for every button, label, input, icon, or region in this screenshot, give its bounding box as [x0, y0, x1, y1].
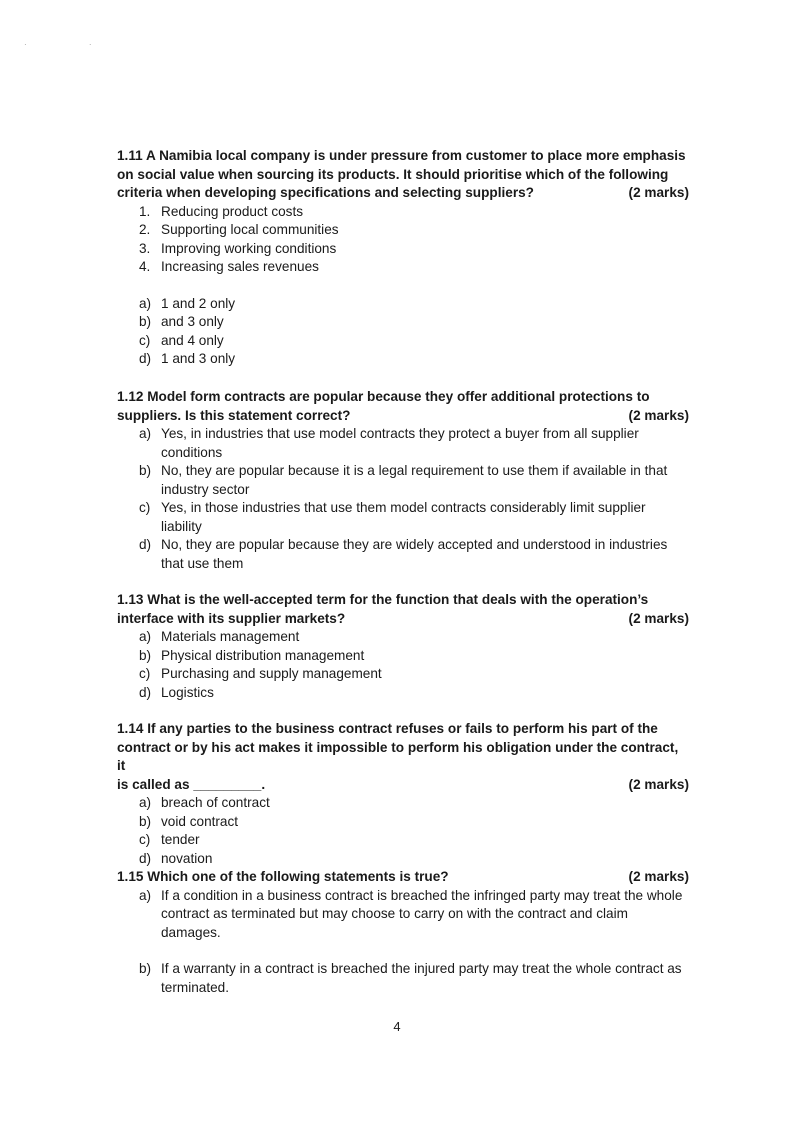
answer-option: b) void contract [139, 813, 239, 829]
question-1-11-line-2: on social value when sourcing its products. It should prioritise which of the following [117, 166, 669, 182]
answer-option: d) Logistics [139, 684, 214, 700]
answer-option: c) and 4 only [139, 332, 224, 348]
answer-options [117, 887, 689, 943]
question-1-11-last-line [117, 184, 689, 203]
answer-option: d) No, they are popular because they are widely accepted and understood in industries that use them [139, 537, 668, 571]
question-1-11 [117, 147, 689, 369]
question-1-13-line-2: interface with its supplier markets? [117, 610, 346, 626]
question-1-15-last-line [117, 868, 689, 887]
criteria-item: 3. Improving working conditions [139, 240, 337, 256]
answer-option: c) Purchasing and supply management [139, 666, 382, 681]
question-1-14-line-2: contract or by his act makes it impossible to perform his obligation under the contract, it [117, 739, 679, 773]
answer-option: b) and 3 only [139, 314, 224, 329]
question-1-12 [117, 388, 689, 573]
marks-label: (2 marks) [628, 407, 689, 423]
answer-option: d) novation [139, 850, 213, 866]
question-1-13-last-line [117, 610, 689, 629]
question-1-12-line-1: 1.12 Model form contracts are popular because they offer additional protections to [117, 389, 650, 404]
question-1-14 [117, 720, 689, 868]
criteria-item: 4. Increasing sales revenues [139, 259, 319, 274]
criteria-list [117, 203, 689, 277]
answer-option: a) Materials management [139, 629, 300, 644]
page-number: 4 [393, 1019, 401, 1034]
criteria-item: 1. Reducing product costs [139, 203, 304, 219]
answer-option: a) breach of contract [139, 795, 270, 810]
answer-options [117, 960, 689, 997]
question-1-13-line-1: 1.13 What is the well-accepted term for the function that deals with the operation’s [117, 592, 649, 607]
question-1-12-last-line [117, 407, 689, 426]
answer-options [117, 794, 689, 868]
marks-label: (2 marks) [628, 185, 689, 200]
question-1-11-line-3: criteria when developing specifications and selecting suppliers? [117, 185, 534, 200]
criteria-item: 2. Supporting local communities [139, 222, 339, 237]
answer-options [117, 425, 689, 573]
question-1-14-last-line [117, 776, 689, 795]
question-1-15-line-1: 1.15 Which one of the following statements is true? [117, 869, 449, 884]
marks-label: (2 marks) [628, 869, 689, 884]
question-1-14-line-3: is called as _________. [117, 776, 266, 792]
question-1-13 [117, 591, 689, 702]
question-1-14-line-1: 1.14 If any parties to the business contract refuses or fails to perform his part of the [117, 721, 658, 736]
question-1-12-line-2: suppliers. Is this statement correct? [117, 407, 351, 423]
answer-option: b) Physical distribution management [139, 647, 365, 663]
answer-option: b) No, they are popular because it is a legal requirement to use them if available in that industry sector [139, 463, 668, 497]
answer-option: c) tender [139, 832, 200, 847]
answer-options [117, 628, 689, 702]
answer-options [117, 295, 689, 369]
answer-option: a) 1 and 2 only [139, 295, 236, 311]
scan-artifacts: · · [24, 40, 122, 49]
answer-option: d) 1 and 3 only [139, 351, 236, 366]
question-1-11-line-1: 1.11 A Namibia local company is under pressure from customer to place more emphasis [117, 148, 686, 163]
answer-option: a) Yes, in industries that use model contracts they protect a buyer from all supplier conditions [139, 426, 639, 460]
answer-option: a) If a condition in a business contract is breached the infringed party may treat the whole contract as terminated but may choose to carry on with the contract and claim damages. [139, 887, 683, 940]
marks-label: (2 marks) [628, 610, 689, 626]
answer-option: b) If a warranty in a contract is breached the injured party may treat the whole contract as terminated. [139, 961, 682, 995]
marks-label: (2 marks) [628, 776, 689, 792]
answer-option: c) Yes, in those industries that use them model contracts considerably limit supplier liability [139, 500, 646, 534]
question-1-15 [117, 868, 689, 997]
